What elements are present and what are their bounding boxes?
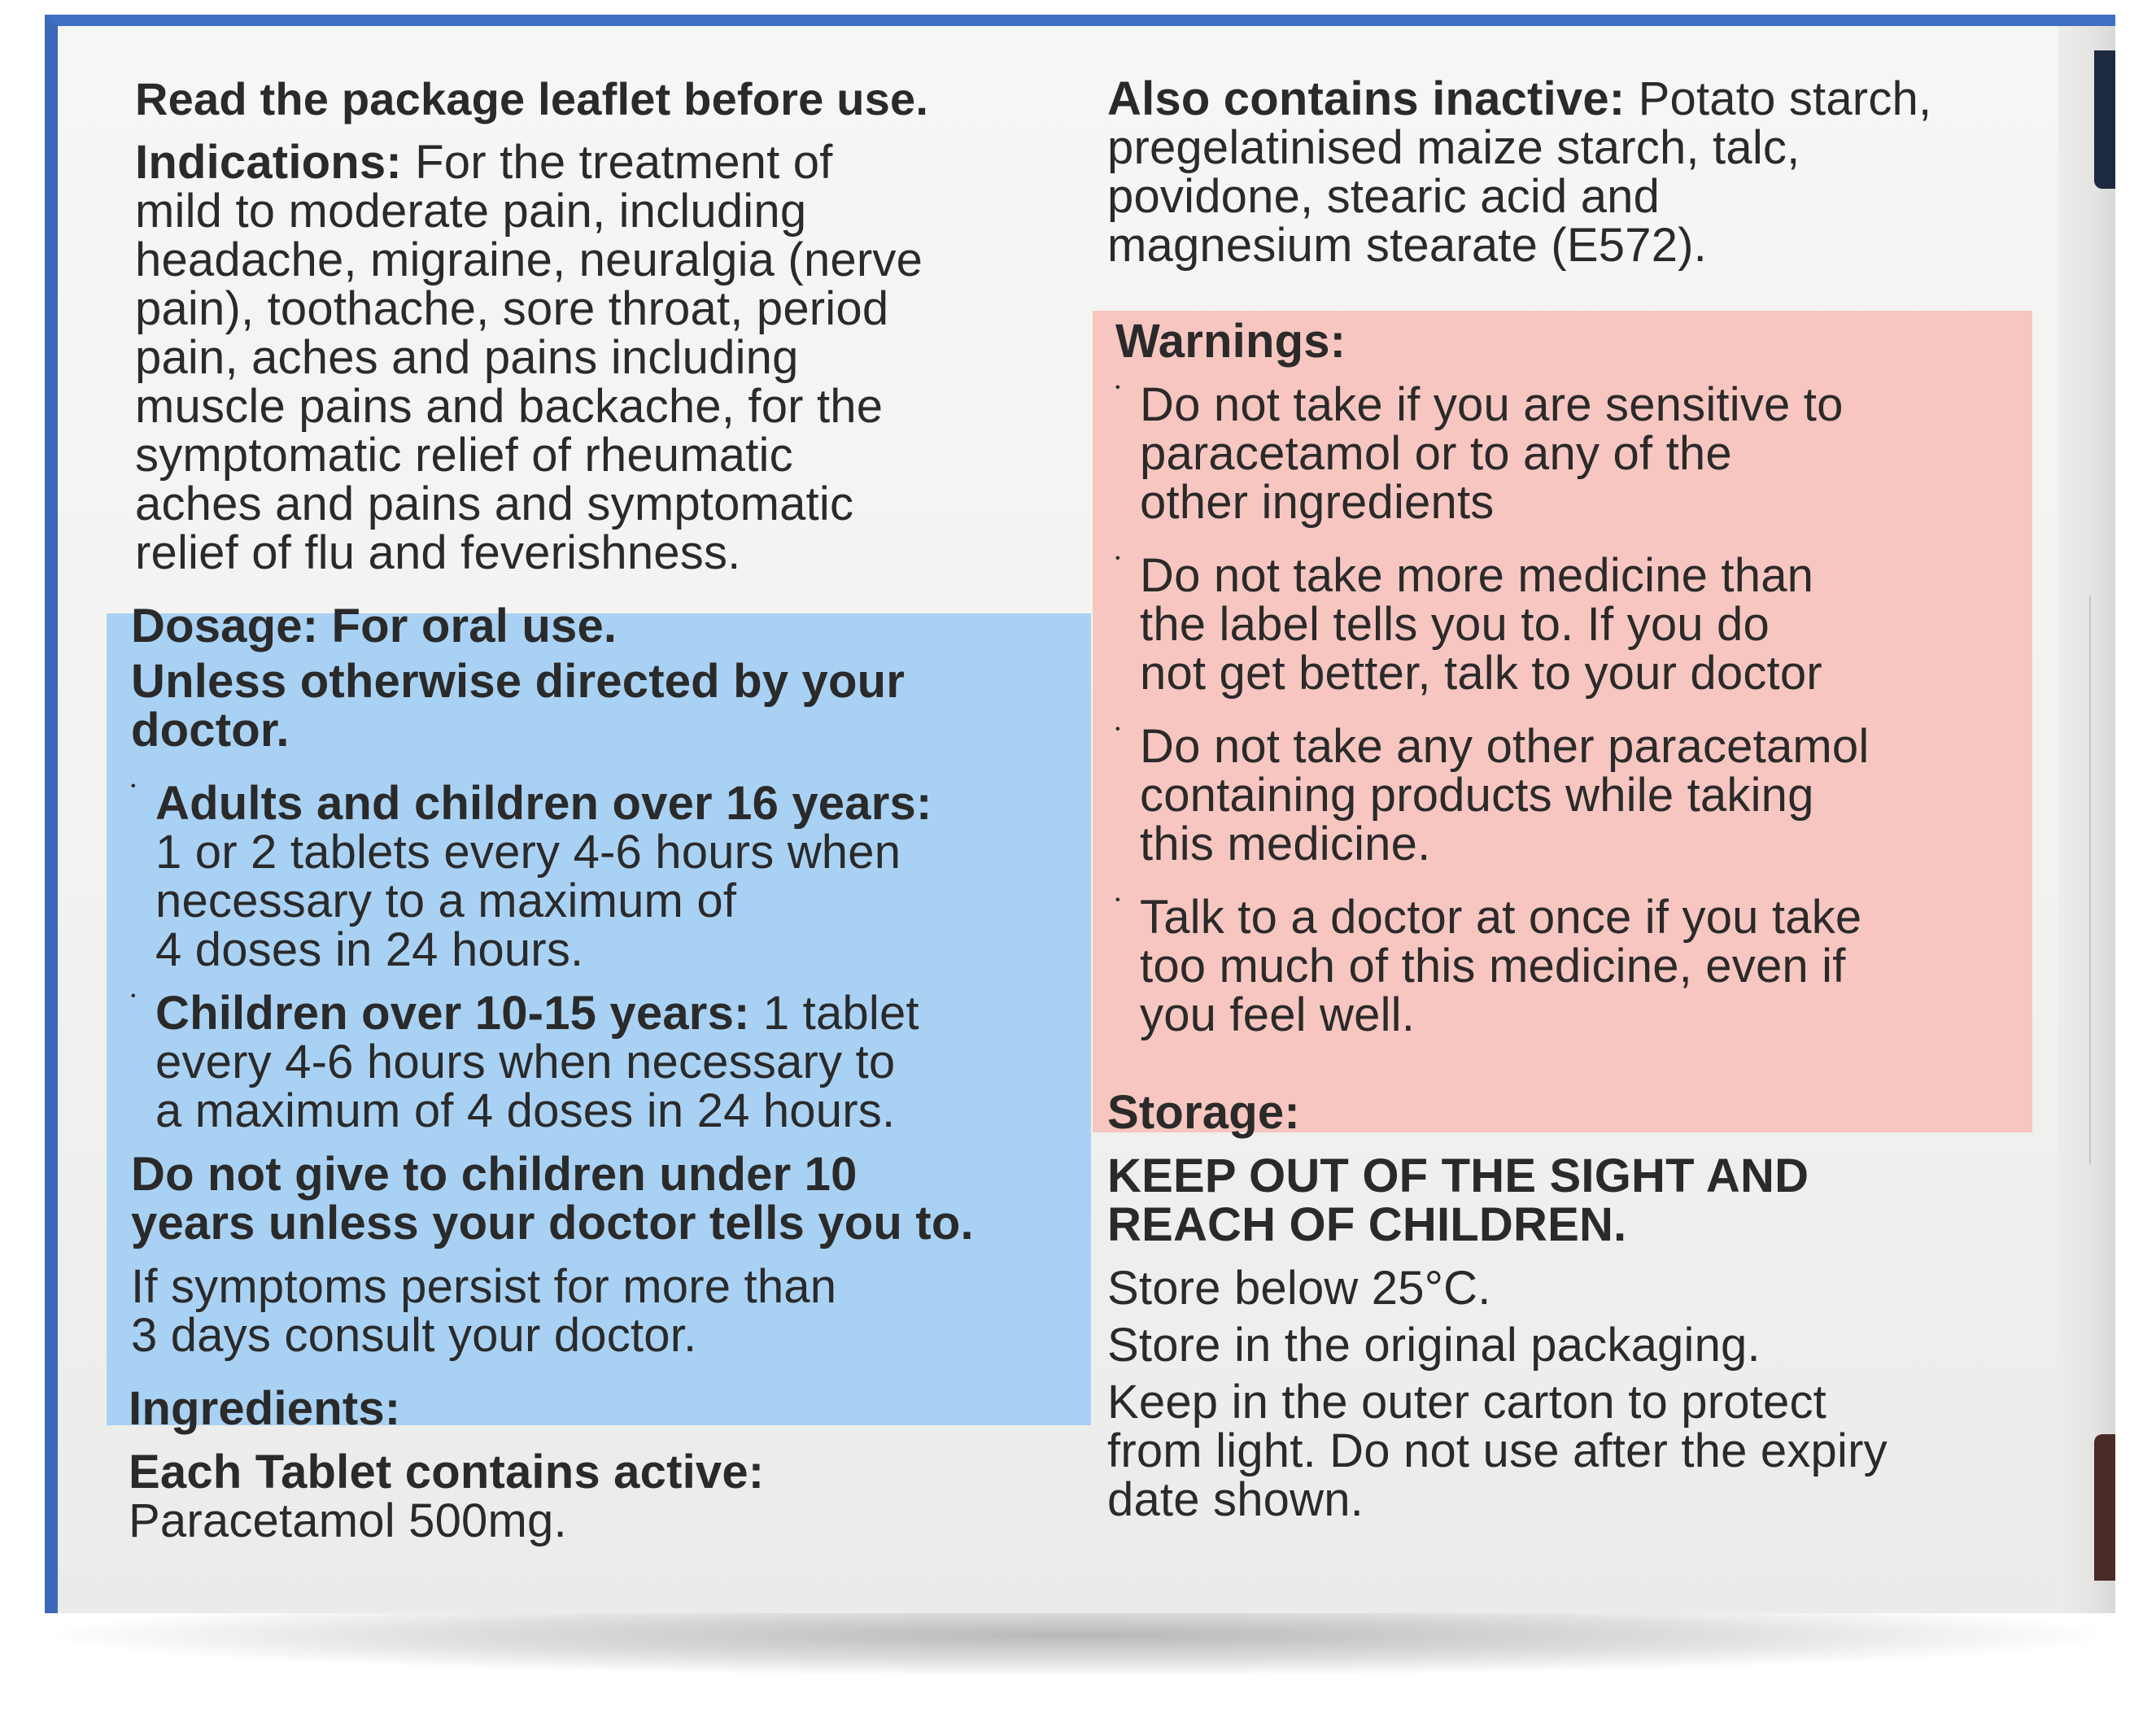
storage-text: date shown. xyxy=(1107,1473,1364,1526)
indications-text: relief of flu and feverishness. xyxy=(135,526,741,579)
dosage-adults-text: 4 doses in 24 hours. xyxy=(155,923,584,976)
warning-text: • Talk to a doctor at once if you take xyxy=(1140,891,1862,944)
indications-text: mild to moderate pain, including xyxy=(135,185,807,238)
ingredients-section xyxy=(129,1382,1095,1547)
warning-text: paracetamol or to any of the xyxy=(1140,427,1732,480)
indications-text: pain, aches and pains including xyxy=(135,331,799,384)
warning-text: • Do not take if you are sensitive to xyxy=(1140,378,1844,431)
ingredients-active-value: Paracetamol 500mg. xyxy=(129,1494,567,1547)
warning-text: the label tells you to. If you do xyxy=(1140,598,1770,651)
dosage-adults-text: 1 or 2 tablets every 4-6 hours when xyxy=(155,826,901,879)
symptoms-persist-notice: If symptoms persist for more than xyxy=(131,1260,837,1313)
indications-text: headache, migraine, neuralgia (nerve xyxy=(135,233,923,286)
warning-text: • Do not take more medicine than xyxy=(1140,549,1814,602)
storage-section xyxy=(1107,1088,2108,1525)
indications-section xyxy=(135,138,1095,578)
dosage-heading: Unless otherwise directed by your xyxy=(131,655,905,708)
storage-heading: Storage: xyxy=(1107,1086,1300,1139)
inactive-text: povidone, stearic acid and xyxy=(1107,170,1661,223)
inactive-text: Potato starch, xyxy=(1625,72,1932,125)
keep-out-of-reach: REACH OF CHILDREN. xyxy=(1107,1198,1627,1251)
dosage-heading: doctor. xyxy=(131,704,290,757)
ingredients-heading: Ingredients: xyxy=(129,1382,401,1435)
dosage-children-label: Children over 10-15 years: xyxy=(155,987,750,1040)
storage-text: Store below 25°C. xyxy=(1107,1262,1491,1315)
indications-label: Indications: xyxy=(135,136,402,189)
keep-out-of-reach: KEEP OUT OF THE SIGHT AND xyxy=(1107,1149,1809,1202)
indications-text: muscle pains and backache, for the xyxy=(135,380,884,433)
warning-text: • Do not take any other paracetamol xyxy=(1140,720,1870,773)
inactive-ingredients-section xyxy=(1107,72,2108,272)
dosage-children-text: a maximum of 4 doses in 24 hours. xyxy=(155,1084,896,1137)
indications-text: symptomatic relief of rheumatic xyxy=(135,429,793,482)
indications-text: For the treatment of xyxy=(401,136,833,189)
warning-item xyxy=(1115,378,2108,529)
dosage-heading: Dosage: For oral use. xyxy=(131,600,618,652)
warning-item xyxy=(1115,722,2108,869)
right-column xyxy=(1107,72,2108,1526)
indications-text: aches and pains and symptomatic xyxy=(135,478,854,530)
warning-text: too much of this medicine, even if xyxy=(1140,940,1846,992)
dosage-children xyxy=(131,989,1095,1136)
indications-text: pain), toothache, sore throat, period xyxy=(135,282,889,335)
warnings-section xyxy=(1115,317,2108,1040)
do-not-give-warning: years unless your doctor tells you to. xyxy=(131,1197,974,1250)
inactive-text: pregelatinised maize starch, talc, xyxy=(1107,121,1800,174)
do-not-give-warning: Do not give to children under 10 xyxy=(131,1148,858,1201)
dosage-adults-label: • Adults and children over 16 years: xyxy=(155,777,932,830)
warning-text: this medicine. xyxy=(1140,818,1431,870)
storage-text: Store in the original packaging. xyxy=(1107,1319,1761,1372)
warning-text: other ingredients xyxy=(1140,476,1495,529)
dosage-children-text: 1 tablet xyxy=(749,987,919,1040)
dosage-adults xyxy=(131,779,1095,975)
inactive-text: magnesium stearate (E572). xyxy=(1107,219,1707,272)
warning-text: not get better, talk to your doctor xyxy=(1140,647,1822,700)
dosage-adults-text: necessary to a maximum of xyxy=(155,875,737,927)
warning-item xyxy=(1115,549,2108,700)
dosage-children-text: every 4-6 hours when necessary to xyxy=(155,1036,896,1088)
left-column xyxy=(129,73,1095,1547)
storage-text: Keep in the outer carton to protect xyxy=(1107,1376,1826,1429)
ingredients-active-label: Each Tablet contains active: xyxy=(129,1446,765,1498)
storage-text: from light. Do not use after the expiry xyxy=(1107,1424,1888,1477)
symptoms-persist-notice: 3 days consult your doctor. xyxy=(131,1309,697,1362)
warning-item xyxy=(1115,893,2108,1040)
inactive-label: Also contains inactive: xyxy=(1107,72,1626,125)
warnings-heading: Warnings: xyxy=(1115,315,1346,368)
dosage-section xyxy=(131,602,1095,1360)
read-leaflet-notice: Read the package leaflet before use. xyxy=(135,73,929,124)
medicine-carton-back xyxy=(45,15,2115,1613)
warning-text: containing products while taking xyxy=(1140,769,1814,822)
warning-text: you feel well. xyxy=(1140,988,1416,1041)
